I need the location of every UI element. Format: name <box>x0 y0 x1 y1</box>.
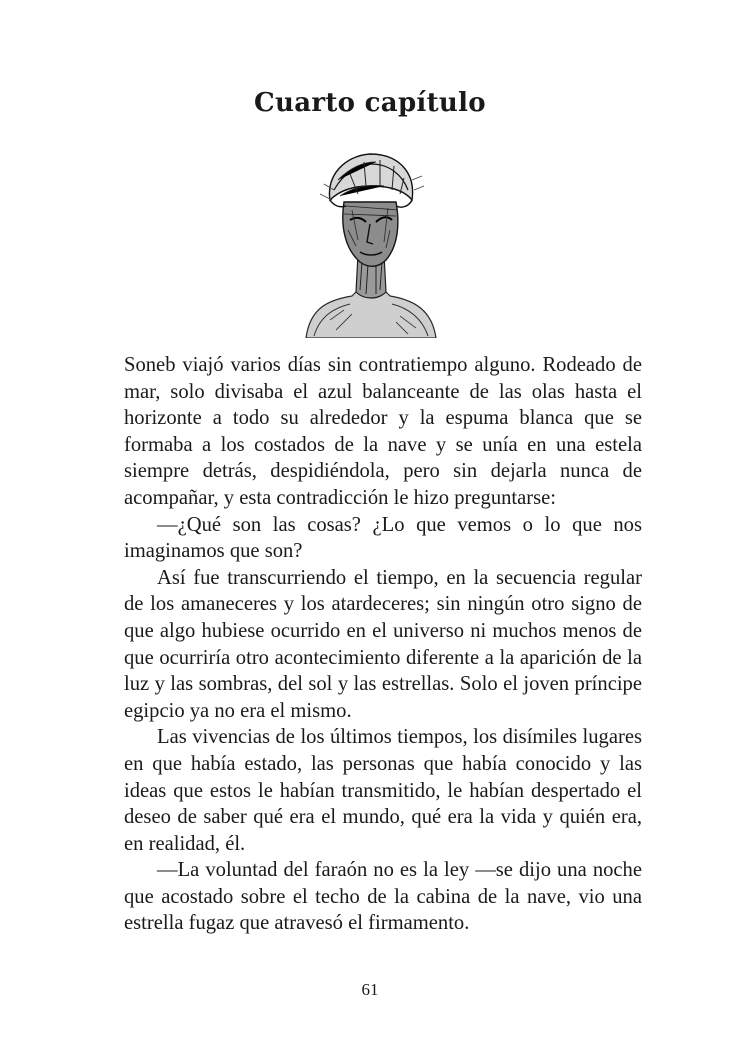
chapter-body-text <box>124 352 642 937</box>
portrait-sketch-icon <box>300 150 440 338</box>
paragraph: —La voluntad del faraón no es la ley —se dijo una noche que acostado sobre el techo de la cabina de la nave, vio una estrella fugaz que atravesó el firmamento. <box>124 859 642 935</box>
portrait-illustration <box>300 150 440 338</box>
paragraph: Las vivencias de los últimos tiempos, los disímiles lugares en que había estado, las personas que había conocido y las ideas que estos le habían transmitido, le habían despertado el deseo de saber qué era el mundo, qué era la vida y quién era, en realidad, él. <box>124 726 642 855</box>
paragraph: —¿Qué son las cosas? ¿Lo que vemos o lo que nos imaginamos que son? <box>124 513 642 563</box>
paragraph: Soneb viajó varios días sin contratiempo alguno. Rodeado de mar, solo divisaba el azul balanceante de las olas hasta el horizonte a todo su alrededor y la espuma blanca que se formaba a los costados de la nave y se unía en una estela siempre detrás, despidiéndola, pero sin dejarla nunca de acompañar, y esta contradicción le hizo preguntarse: <box>124 354 642 509</box>
page-number: 61 <box>361 980 379 999</box>
chapter-title: Cuarto capítulo <box>254 88 486 118</box>
paragraph: Así fue transcurriendo el tiempo, en la secuencia regular de los amaneceres y los atardeceres; sin ningún otro signo de que algo hubiese ocurrido en el universo ni muchos menos de que ocurriría otro acontecimiento diferente a la aparición de la luz y las sombras, del sol y las estrellas. Solo el joven príncipe egipcio ya no era el mismo. <box>124 566 642 722</box>
